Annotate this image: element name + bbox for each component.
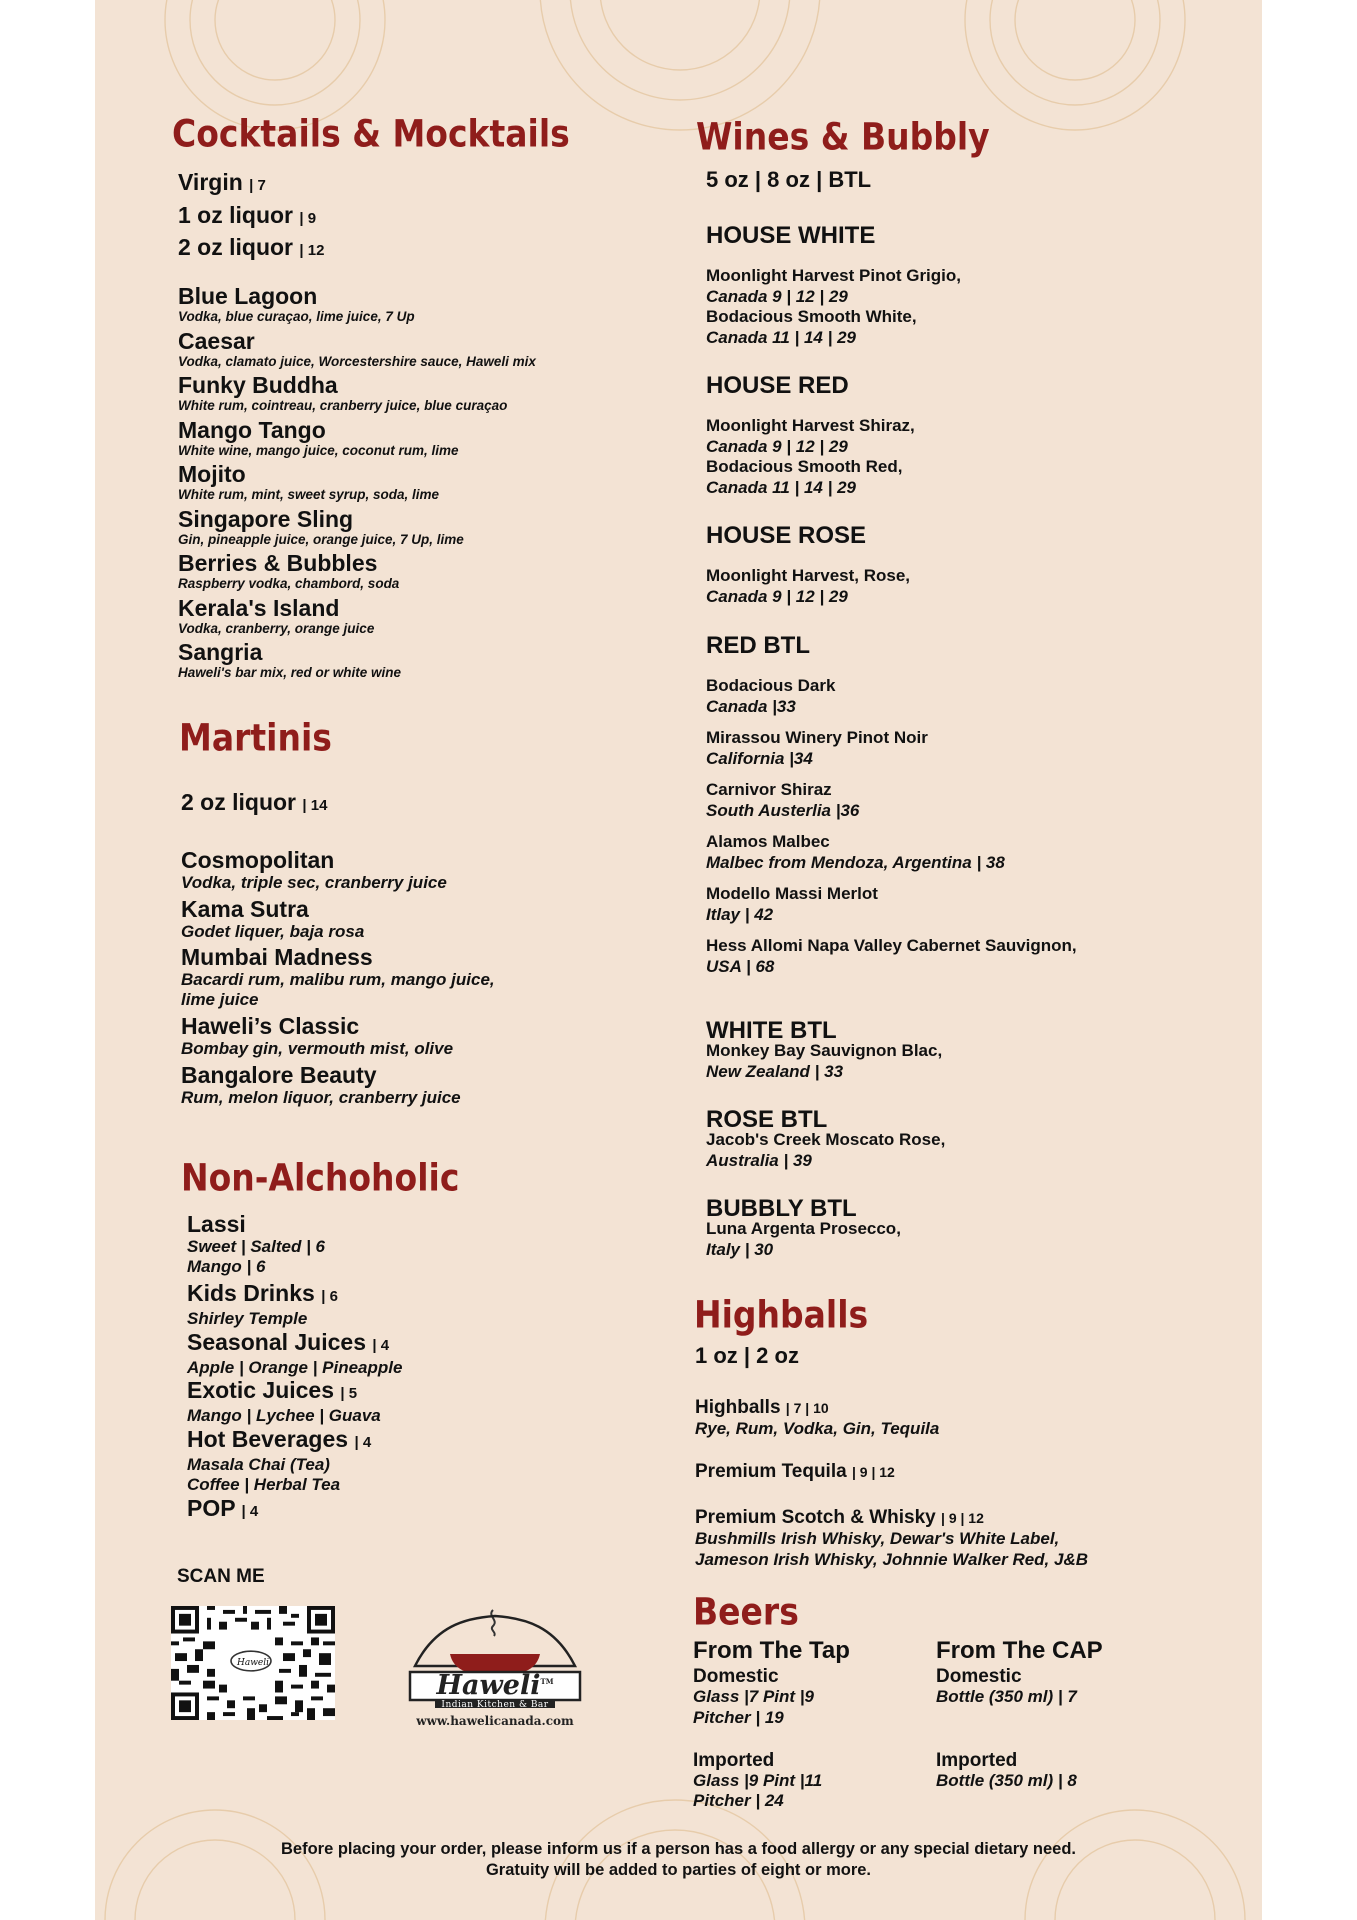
list-item: Kids Drinks | 6 Shirley Temple — [187, 1280, 338, 1328]
martinis-heading: Martinis — [179, 716, 332, 760]
wine-list — [706, 222, 1077, 1260]
list-item: Singapore Sling Gin, pineapple juice, orange juice, 7 Up, lime — [178, 505, 464, 547]
qr-logo-text: Haweli — [237, 1658, 270, 1668]
list-item: Exotic Juices | 5 Mango | Lychee | Guava — [187, 1377, 381, 1425]
cocktails-heading: Cocktails & Mocktails — [172, 112, 570, 156]
list-item: Kama Sutra Godet liquer, baja rosa — [181, 895, 365, 941]
list-item: Funky Buddha White rum, cointreau, cranberry juice, blue curaçao — [178, 372, 508, 413]
martini-price: 2 oz liquor | 14 — [181, 789, 328, 815]
beer-cap-block: From The CAP Domestic Bottle (350 ml) | 7 Imported Bottle (350 ml) | 8 — [936, 1637, 1103, 1790]
highball-sizes: 1 oz | 2 oz — [695, 1343, 799, 1368]
wine-group: HOUSE ROSE Moonlight Harvest, Rose, Canada 9 | 12 | 29 — [706, 522, 911, 606]
list-item: Premium Scotch & Whisky | 9 | 12 Bushmills Irish Whisky, Dewar's White Label, Jameson Irish Whisky, Johnnie Walker Red, J&B — [695, 1507, 1089, 1569]
cocktail-list — [178, 284, 536, 685]
non-alcoholic-heading: Non-Alchoholic — [181, 1156, 460, 1200]
logo-name: Haweli™ — [436, 1670, 554, 1701]
list-item: Seasonal Juices | 4 Apple | Orange | Pineapple — [187, 1328, 403, 1377]
martini-list — [181, 848, 495, 1111]
list-item: Blue Lagoon Vodka, blue curaçao, lime juice, 7 Up — [178, 283, 415, 324]
list-item: POP | 4 — [187, 1494, 259, 1521]
wine-group: WHITE BTL Monkey Bay Sauvignon Blac, New Zealand | 33 — [706, 1017, 943, 1081]
wine-sizes: 5 oz | 8 oz | BTL — [706, 167, 872, 192]
list-item: Kerala's Island Vodka, cranberry, orange juice — [178, 594, 375, 636]
wine-group: BUBBLY BTL Luna Argenta Prosecco, Italy | 30 — [706, 1195, 901, 1259]
list-item: Mango Tango White wine, mango juice, coconut rum, lime — [178, 416, 459, 458]
list-item: Hot Beverages | 4 Masala Chai (Tea) Coffee | Herbal Tea — [187, 1425, 372, 1494]
wines-heading: Wines & Bubbly — [696, 115, 990, 159]
logo-tagline: Indian Kitchen & Bar — [441, 1700, 549, 1710]
highball-list — [695, 1397, 1088, 1570]
list-item: Premium Tequila | 9 | 12 — [695, 1461, 895, 1482]
wine-group: HOUSE RED Moonlight Harvest Shiraz, Canada 9 | 12 | 29 Bodacious Smooth Red, Canada 11 | 14 | 29 — [706, 372, 915, 497]
wine-group: ROSE BTL Jacob's Creek Moscato Rose, Australia | 39 — [706, 1106, 946, 1170]
beers-heading: Beers — [693, 1590, 799, 1634]
non-alcoholic-list — [187, 1212, 402, 1524]
logo-url[interactable]: www.hawelicanada.com — [416, 1714, 574, 1728]
list-item: Caesar Vodka, clamato juice, Worcestershire sauce, Haweli mix — [178, 327, 536, 369]
list-item: Berries & Bubbles Raspberry vodka, chambord, soda — [178, 550, 400, 591]
cocktail-price-list — [178, 168, 324, 266]
menu-page — [95, 0, 1262, 1920]
haweli-logo — [395, 1596, 595, 1736]
highballs-heading: Highballs — [694, 1293, 869, 1337]
list-item: Mumbai Madness Bacardi rum, malibu rum, mango juice, lime juice — [181, 944, 495, 1009]
wine-group: RED BTL Bodacious Dark Canada |33 Mirassou Winery Pinot Noir California |34 Carnivor Shiraz South Austerlia |36 Alamos Malbec Malbec from Mendoza, Argentina | 38 Modello Massi Merlot Itlay | 42 Hess Allomi Napa Valley Cabernet Sauvignon, USA | 68 — [706, 632, 1077, 976]
list-item: Mojito White rum, mint, sweet syrup, soda, lime — [178, 461, 440, 502]
scan-me-label: SCAN ME — [177, 1566, 265, 1587]
wine-group: HOUSE WHITE Moonlight Harvest Pinot Grigio, Canada 9 | 12 | 29 Bodacious Smooth White, Canada 11 | 14 | 29 — [706, 222, 961, 347]
list-item: Lassi Sweet | Salted | 6 Mango | 6 — [187, 1211, 326, 1276]
price-row: 2 oz liquor | 12 — [178, 234, 325, 260]
list-item: Cosmopolitan Vodka, triple sec, cranberry juice — [181, 847, 447, 892]
list-item: Sangria Haweli's bar mix, red or white wine — [178, 639, 402, 680]
list-item: Haweli’s Classic Bombay gin, vermouth mist, olive — [181, 1013, 454, 1058]
price-row: Virgin | 7 — [178, 169, 266, 195]
list-item: Highballs | 7 | 10 Rye, Rum, Vodka, Gin, Tequila — [695, 1397, 940, 1438]
beer-tap-block: From The Tap Domestic Glass |7 Pint |9 Pitcher | 19 Imported Glass |9 Pint |11 Pitcher | 24 — [693, 1637, 850, 1810]
price-row: 1 oz liquor | 9 — [178, 201, 317, 228]
allergy-notice: Before placing your order, please inform us if a person has a food allergy or any special dietary need. Gratuity will be added to parties of eight or more. — [281, 1840, 1076, 1879]
list-item: Bangalore Beauty Rum, melon liquor, cranberry juice — [181, 1061, 461, 1107]
